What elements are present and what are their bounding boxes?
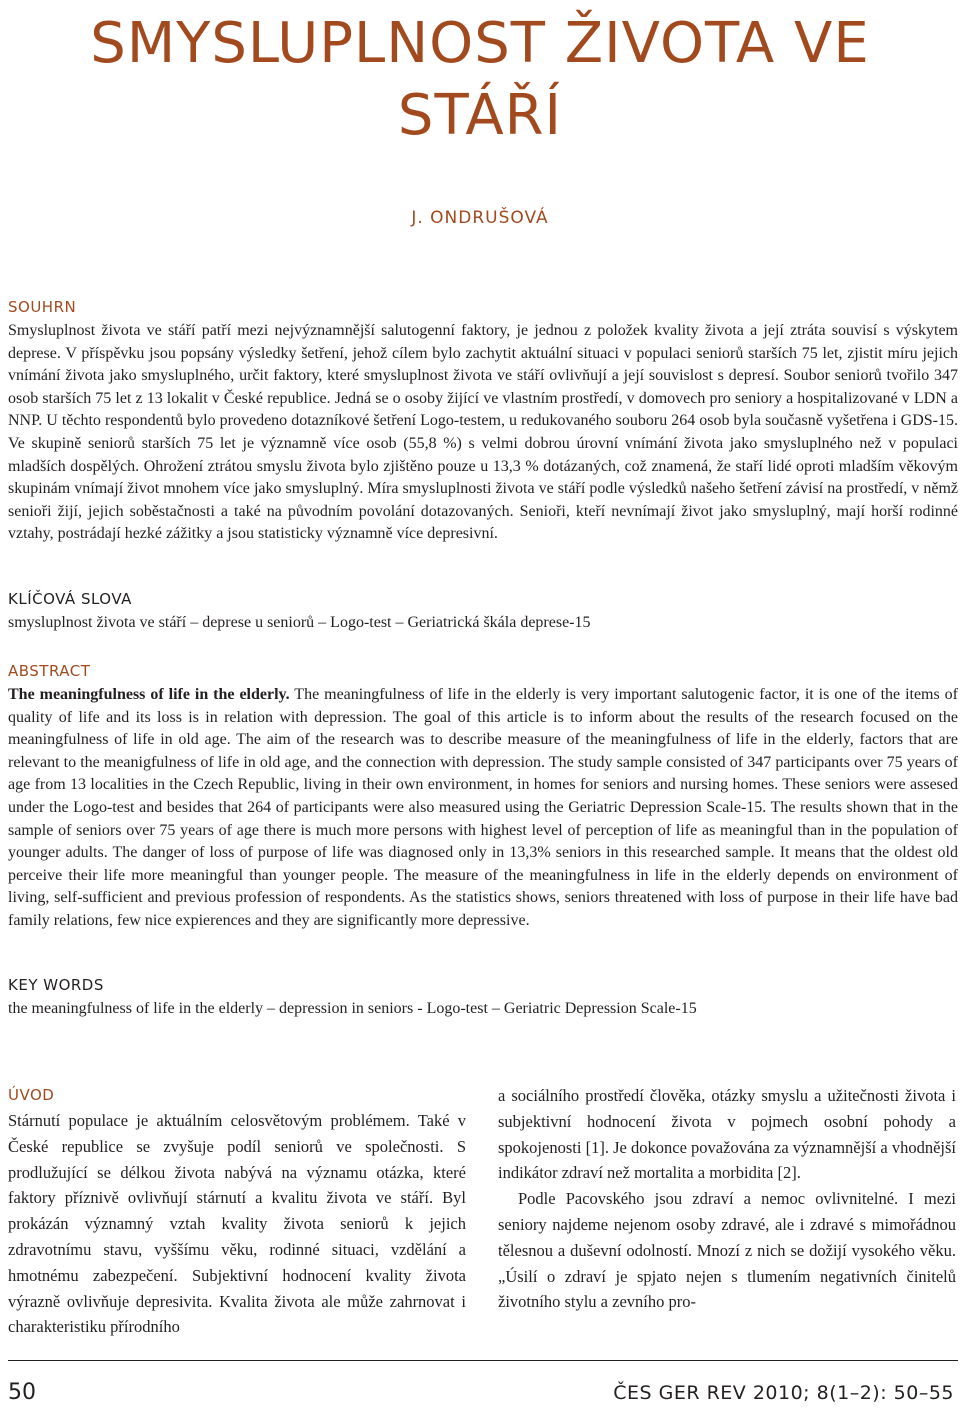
- uvod-heading: ÚVOD: [8, 1086, 55, 1104]
- journal-citation: ČES GER REV 2010; 8(1–2): 50–55: [613, 1382, 954, 1404]
- key-words-text: the meaningfulness of life in the elderly – depression in seniors - Logo-test – Geriatric Depression Scale-15: [8, 1000, 697, 1017]
- abstract-heading: ABSTRACT: [8, 662, 91, 680]
- uvod-right-column: [498, 1083, 956, 1315]
- author: J. ONDRUŠOVÁ: [411, 208, 549, 228]
- klicova-slova-text: smysluplnost života ve stáří – deprese u seniorů – Logo-test – Geriatrická škála deprese-15: [8, 614, 591, 631]
- souhrn-text: Smysluplnost života ve stáří patří mezi nejvýznamnější salutogenní faktory, je jednou z položek kvality života a její ztráta souvisí s výskytem deprese. V příspěvku jsou popsány výsledky šetření, jehož cílem bylo zachytit aktuální situaci v populaci seniorů starších 75 let, zjistit míru jejich vnímání života jako smysluplného, určit faktory, které smysluplnost života ve stáří ovlivňují a její souvislost s depresí. Soubor seniorů tvořilo 347 osob starších 75 let z 13 lokalit v České republice. Jedná se o osoby žijící ve vlastním prostředí, v domovech pro seniory a hospitalizované v LDN a NNP. U těchto respondentů bylo provedeno dotazníkové šetření Logo-testem, u redukovaného souboru 264 osob byla současně vyšetřena i GDS-15. Ve skupině seniorů starších 75 let je významně více osob (55,8 %) s velmi dobrou úrovní vnímání života jako smysluplného než v populaci mladších dospělých. Ohrožení ztrátou smyslu života bylo zjištěno pouze u 13,3 % dotázaných, což znamená, že staří lidé oproti mladším věkovým skupinám vnímají život mnohem více jako smysluplný. Míra smysluplnosti života ve stáří podle výsledků našeho šetření závisí na prostředí, v němž senioři žijí, jejich soběstačnosti a také na původním povolání dotazovaných. Senioři, kteří nevnímají život jako smysluplný, mají horší rodinné vztahy, postrádají hezké zážitky a jsou statisticky významně více depresivní.: [8, 322, 958, 543]
- key-words-heading: KEY WORDS: [8, 976, 104, 994]
- uvod-left-column: [8, 1108, 466, 1340]
- klicova-slova-heading: KLÍČOVÁ SLOVA: [8, 590, 132, 608]
- uvod-right-paragraph-2: Podle Pacovského jsou zdraví a nemoc ovlivnitelné. I mezi seniory najdeme nejenom osoby zdravé, ale i zdravé s mimořádnou tělesnou a duševní odolností. Mnozí z nich se dožijí vysokého věku. „Úsilí o zdraví je spjato nejen s tlumením negativních činitelů životního stylu a zevního pro-: [498, 1189, 956, 1312]
- abstract-paragraph: [8, 684, 958, 933]
- page-number: 50: [8, 1380, 36, 1405]
- footer-divider: [8, 1360, 958, 1361]
- uvod-right-paragraph-1: a sociálního prostředí člověka, otázky smyslu a užitečnosti života i subjektivní hodnocení života v pojmech osobní pohody a spokojenosti [1]. Je dokonce považována za významnější a vhodnější indikátor zdraví než mortalita a morbidita [2].: [498, 1086, 956, 1183]
- abstract-text: The meaningfulness of life in the elderly is very important salutogenic factor, it is one of the items of quality of life and its loss is in relation with depression. The goal of this article is to inform about the results of the research focused on the meaningfulness of life in old age. The aim of the research was to describe measure of the meaningfulness of life in the elderly, factors that are relevant to the meanigfulness of life in old age, and the connection with depression. The study sample consisted of 347 participants over 75 years of age from 13 localities in the Czech Republic, living in their own environment, in homes for seniors and nursing homes. These seniors were assesed under the Logo-test and besides that 264 of participants were also measured using the Geriatric Depression Scale-15. The results shown that in the sample of seniors over 75 years of age there is much more persons with highest level of perception of life as meaningful than in the population of younger adults. The danger of loss of purpose of life was diagnosed only in 13,3% seniors in this researched sample. It means that the oldest old perceive their life more meaningful than younger people. The measure of the meaningfulness in life in the elderly depends on environment of living, self-sufficient and previous profession of respondents. As the statistics shows, seniors threatened with loss of purpose in their life have bad family relations, few nice expierences and they are significantly more depressive.: [8, 686, 958, 929]
- souhrn-heading: SOUHRN: [8, 298, 77, 316]
- article-title: SMYSLUPLNOST ŽIVOTA VE STÁŘÍ: [90, 11, 870, 148]
- uvod-left-paragraph: Stárnutí populace je aktuálním celosvětovým problémem. Také v České republice se zvyšuje podíl seniorů ve společnosti. S prodlužující se délkou života nabývá na významu otázka, které faktory příznivě ovlivňují stárnutí a kvalitu života ve stáří. Byl prokázán významný vztah kvality života seniorů k jejich zdravotnímu stavu, vyššímu věku, rodinné situaci, vzdělání a hmotnému zabezpečení. Subjektivní hodnocení kvality života výrazně ovlivňuje depresivita. Kvalita života ale může zahrnovat i charakteristiku přírodního: [8, 1111, 466, 1337]
- abstract-lead: The meaningfulness of life in the elderly.: [8, 686, 290, 703]
